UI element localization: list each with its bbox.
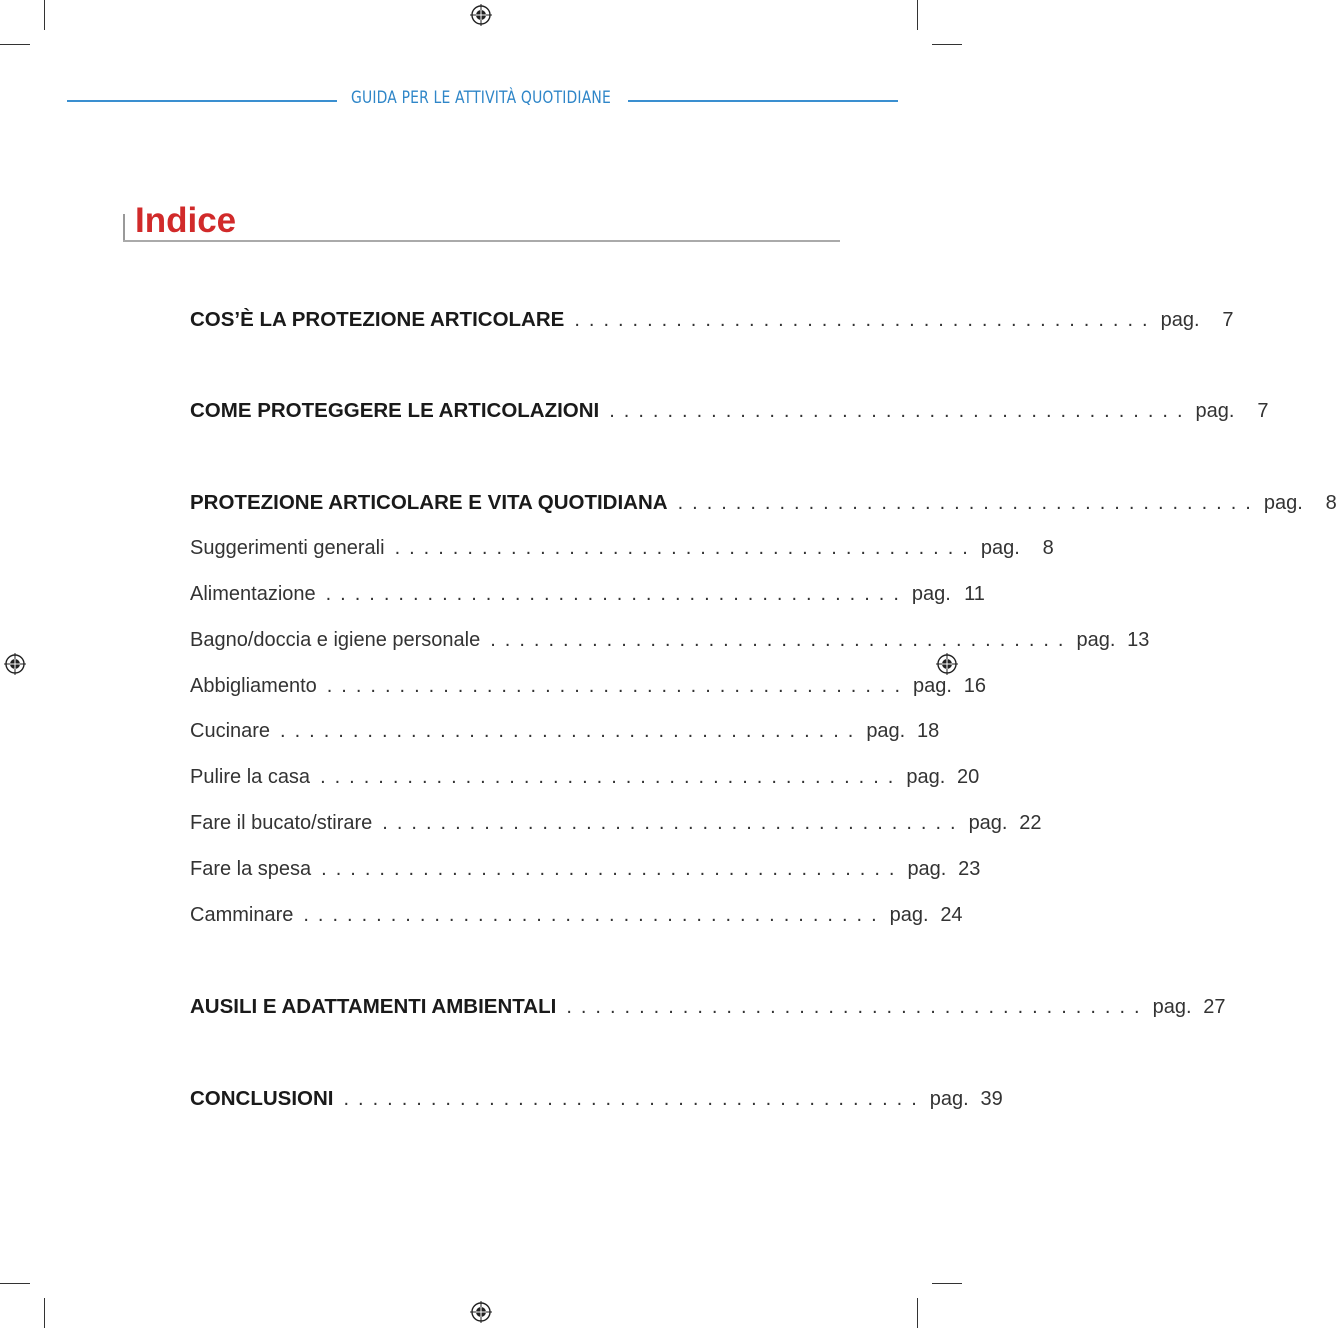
toc-entry-pag: pag. xyxy=(1152,996,1192,1018)
crop-mark xyxy=(917,0,918,30)
toc-leader-dots: ........................................ xyxy=(677,492,1260,514)
toc-entry-page-number: 13 xyxy=(1127,629,1150,651)
toc-leader-dots: ........................................ xyxy=(343,1088,926,1110)
toc-entry[interactable] xyxy=(190,858,981,888)
toc-entry-label: COME PROTEGGERE LE ARTICOLAZIONI xyxy=(190,399,600,422)
toc-entry-page-number: 20 xyxy=(957,766,980,788)
toc-entry-page-number: 7 xyxy=(1222,309,1234,331)
toc-entry-label: PROTEZIONE ARTICOLARE E VITA QUOTIDIANA xyxy=(190,491,668,514)
toc-entry-pag: pag. xyxy=(911,583,951,605)
toc-entry-pag: pag. xyxy=(968,812,1008,834)
toc-entry-label: Alimentazione xyxy=(190,583,316,605)
toc-leader-dots: ........................................ xyxy=(609,400,1192,422)
registration-mark-icon xyxy=(470,4,492,26)
crop-mark xyxy=(0,44,30,45)
toc-entry-page-number: 22 xyxy=(1019,812,1042,834)
toc-leader-dots: ........................................ xyxy=(320,766,903,788)
toc-entry[interactable] xyxy=(190,308,1234,338)
toc-entry-page-number: 23 xyxy=(958,858,981,880)
toc-entry-label: AUSILI E ADATTAMENTI AMBIENTALI xyxy=(190,995,557,1018)
running-header: GUIDA PER LE ATTIVITÀ QUOTIDIANE xyxy=(351,88,611,108)
toc-leader-dots: ........................................ xyxy=(394,537,977,559)
toc-entry-pag: pag. xyxy=(906,766,946,788)
crop-mark xyxy=(44,0,45,30)
toc-entry-page-number: 8 xyxy=(1325,492,1337,514)
toc-leader-dots: ........................................ xyxy=(321,858,904,880)
toc-entry-page-number: 18 xyxy=(917,720,940,742)
toc-entry[interactable] xyxy=(190,812,1042,842)
toc-entry-pag: pag. xyxy=(907,858,947,880)
toc-entry-page-number: 24 xyxy=(940,904,963,926)
toc-entry-label: Fare la spesa xyxy=(190,858,312,880)
toc-entry-pag: pag. xyxy=(913,675,952,697)
registration-mark-icon xyxy=(4,653,26,675)
toc-entry-page-number: 7 xyxy=(1257,400,1269,422)
toc-entry[interactable] xyxy=(190,720,940,750)
toc-entry-label: CONCLUSIONI xyxy=(190,1087,334,1110)
toc-leader-dots: ........................................ xyxy=(382,812,965,834)
toc-entry-pag: pag. xyxy=(1076,629,1116,651)
toc-entry-label: Abbigliamento xyxy=(190,675,317,697)
toc-entry-page-number: 27 xyxy=(1203,996,1226,1018)
toc-leader-dots: ........................................ xyxy=(566,996,1149,1018)
crop-mark xyxy=(917,1298,918,1328)
crop-mark xyxy=(932,1283,962,1284)
toc-leader-dots: ........................................ xyxy=(303,904,886,926)
registration-mark-icon xyxy=(936,653,958,675)
registration-mark-icon xyxy=(470,1301,492,1323)
toc-entry-pag: pag. xyxy=(1263,492,1303,514)
toc-entry[interactable] xyxy=(190,995,1226,1025)
toc-entry-pag: pag. xyxy=(866,720,906,742)
toc-entry-label: COS’È LA PROTEZIONE ARTICOLARE xyxy=(190,308,565,331)
toc-entry-page-number: 11 xyxy=(964,583,985,605)
toc-entry[interactable] xyxy=(190,537,1054,567)
toc-entry-label: Pulire la casa xyxy=(190,766,311,788)
toc-entry-pag: pag. xyxy=(889,904,929,926)
toc-entry[interactable] xyxy=(190,766,980,796)
toc-entry-label: Bagno/doccia e igiene personale xyxy=(190,629,481,651)
toc-entry-pag: pag. xyxy=(1195,400,1235,422)
title-underline xyxy=(123,240,840,242)
toc-entry-page-number: 16 xyxy=(963,675,986,697)
crop-mark xyxy=(932,44,962,45)
page-title: Indice xyxy=(135,201,237,240)
toc-entry-pag: pag. xyxy=(1160,309,1200,331)
toc-entry[interactable] xyxy=(190,583,985,613)
toc-entry-label: Fare il bucato/stirare xyxy=(190,812,373,834)
crop-mark xyxy=(0,1283,30,1284)
toc-entry[interactable] xyxy=(190,904,963,934)
toc-entry-pag: pag. xyxy=(929,1088,969,1110)
toc-entry-pag: pag. xyxy=(980,537,1020,559)
toc-entry-page-number: 8 xyxy=(1042,537,1054,559)
toc-entry[interactable] xyxy=(190,629,1150,659)
toc-entry[interactable] xyxy=(190,491,1337,521)
toc-leader-dots: ........................................ xyxy=(280,720,863,742)
toc-entry-label: Cucinare xyxy=(190,720,271,742)
toc-leader-dots: ........................................ xyxy=(325,583,908,605)
toc-entry-label: Suggerimenti generali xyxy=(190,537,385,559)
toc-leader-dots: ........................................ xyxy=(490,629,1073,651)
toc-entry[interactable] xyxy=(190,675,986,705)
toc-entry[interactable] xyxy=(190,399,1269,429)
toc-leader-dots: ........................................ xyxy=(326,675,910,697)
toc-entry-page-number: 39 xyxy=(980,1088,1003,1110)
toc-entry[interactable] xyxy=(190,1087,1003,1117)
toc-leader-dots: ........................................ xyxy=(574,309,1157,331)
crop-mark xyxy=(44,1298,45,1328)
toc-entry-label: Camminare xyxy=(190,904,294,926)
title-accent-bar xyxy=(123,214,125,241)
